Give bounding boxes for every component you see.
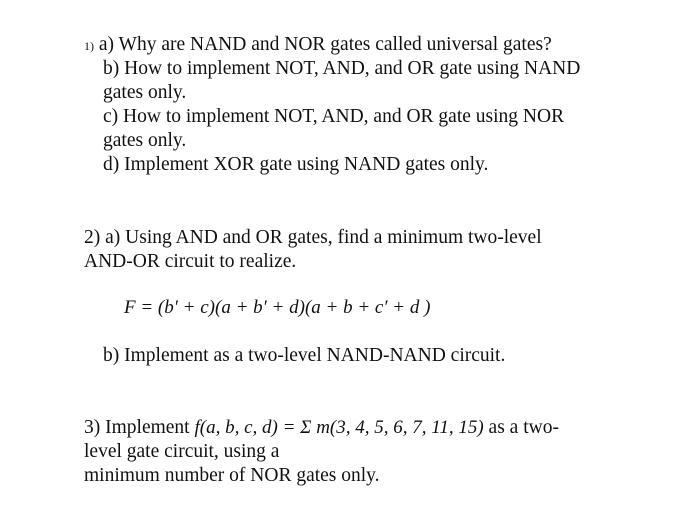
q3-line2: level gate circuit, using a (84, 441, 280, 462)
q1-b-line1: b) How to implement NOT, AND, and OR gate using NAND (103, 58, 581, 79)
q2-b-line: b) Implement as a two-level NAND-NAND circuit. (103, 345, 506, 366)
q2-a-line1: 2) a) Using AND and OR gates, find a minimum two-level (84, 227, 542, 248)
q1-b-line2: gates only. (103, 82, 187, 103)
q3-function: f(a, b, c, d) = Σ m(3, 4, 5, 6, 7, 11, 15) (194, 417, 484, 438)
q1-c-line2: gates only. (103, 130, 187, 151)
q1-a-text: a) Why are NAND and NOR gates called universal gates? (98, 34, 552, 55)
q1-a-line (84, 33, 552, 58)
q1-number: 1) (84, 39, 94, 53)
q3-line1 (84, 416, 559, 440)
q3-suffix: as a two- (483, 417, 559, 438)
q2-equation: F = (b′ + c)(a + b′ + d)(a + b + c′ + d ) (124, 297, 431, 318)
q1-c-line1: c) How to implement NOT, AND, and OR gate using NOR (103, 106, 565, 127)
q3-prefix: 3) Implement (84, 417, 195, 438)
q2-a-line2: AND-OR circuit to realize. (84, 251, 297, 272)
q3-line3: minimum number of NOR gates only. (84, 465, 380, 486)
q1-d-line: d) Implement XOR gate using NAND gates only. (103, 154, 489, 175)
